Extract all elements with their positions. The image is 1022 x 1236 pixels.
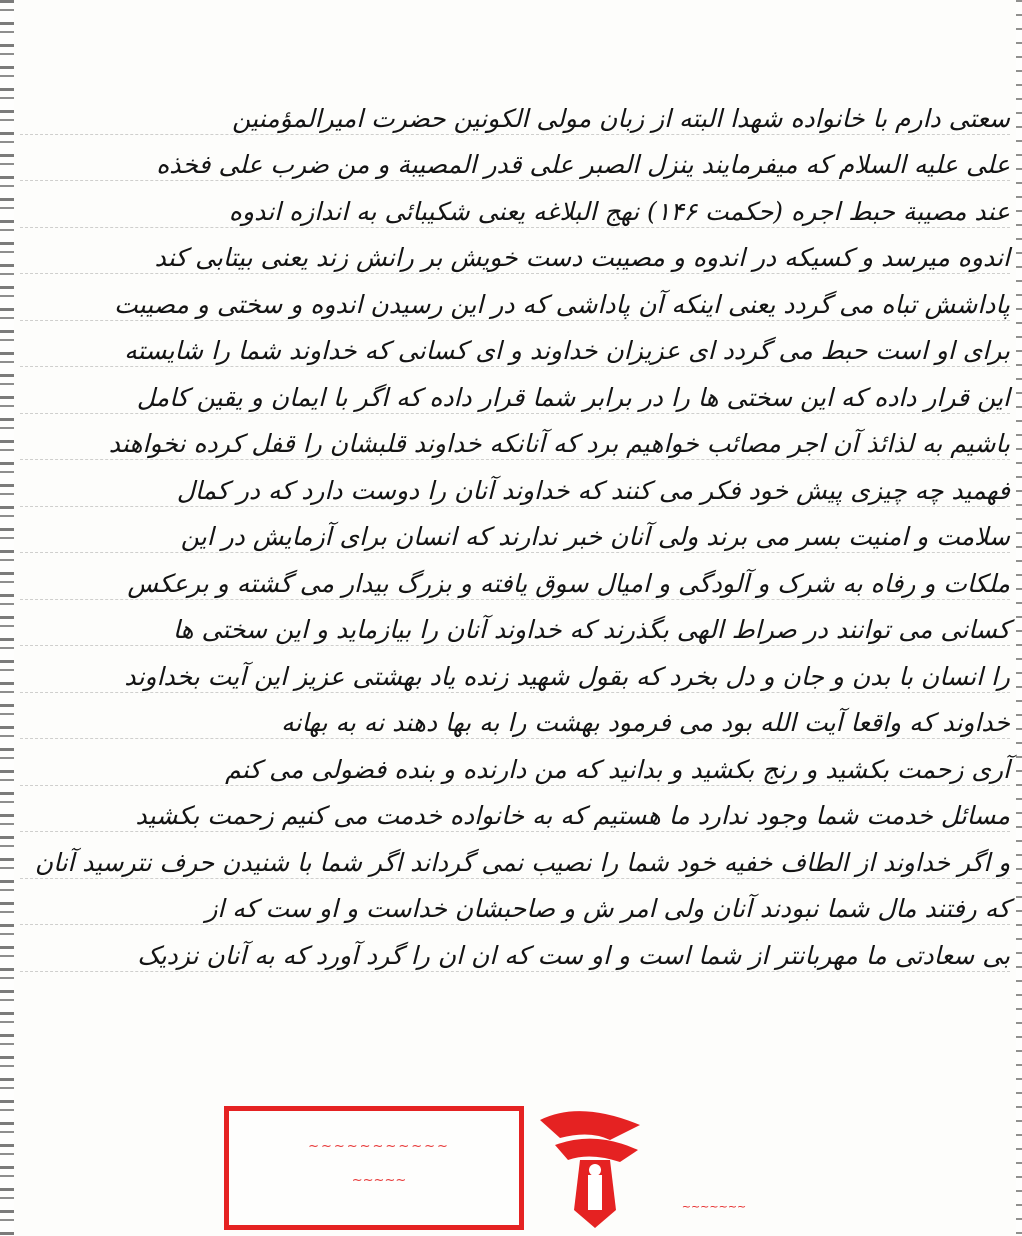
archive-stamp: [224, 1100, 784, 1232]
text-line: سعتی دارم با خانواده شهدا البته از زبان مولی الکونین حضرت امیرالمؤمنین: [20, 92, 1010, 139]
text-line: سلامت و امنیت بسر می برند ولی آنان خبر ندارند که انسان برای آزمایش در این: [20, 511, 1010, 558]
emblem-icon: [520, 1100, 670, 1232]
text-line: فهمید چه چیزی پیش خود فکر می کنند که خداوند آنان را دوست دارد که در کمال: [20, 464, 1010, 511]
stamp-smudged-text: ~~~~~~~~~~~: [308, 1139, 450, 1154]
right-page-edge: [1016, 0, 1022, 1236]
text-line: باشیم به لذائذ آن اجر مصائب خواهیم برد که آنانکه خداوند قلبشان را قفل کرده نخواهند: [20, 418, 1010, 465]
text-line: که رفتند مال شما نبودند آنان ولی امر ش و صاحبشان خداست و او ست که از: [20, 883, 1010, 930]
stamp-caption: ~~~~~~~: [681, 1200, 747, 1213]
text-line: اندوه میرسد و کسیکه در اندوه و مصیبت دست خویش بر رانش زند یعنی بیتابی کند: [20, 232, 1010, 279]
text-line: آری زحمت بکشید و رنج بکشید و بدانید که من دارنده و بنده فضولی می کنم: [20, 743, 1010, 790]
stamp-smudged-number: ~~~~~: [351, 1173, 407, 1188]
text-line: علی علیه السلام که میفرمایند ینزل الصبر علی قدر المصیبة و من ضرب علی فخذه: [20, 139, 1010, 186]
text-line: برای او است حبط می گردد ای عزیزان خداوند و ای کسانی که خداوند شما را شایسته: [20, 325, 1010, 372]
text-line: عند مصیبة حبط اجره (حکمت ۱۴۶) نهج البلاغه یعنی شکیبائی به اندازه اندوه: [20, 185, 1010, 232]
text-line: خداوند که واقعا آیت الله بود می فرمود بهشت را به بها دهند نه به بهانه: [20, 697, 1010, 744]
handwritten-text-body: [20, 92, 1010, 976]
text-line: کسانی می توانند در صراط الهی بگذرند که خداوند آنان را بیازماید و این سختی ها: [20, 604, 1010, 651]
text-line: و اگر خداوند از الطاف خفیه خود شما را نصیب نمی گرداند اگر شما با شنیدن حرف نترسید آنان: [20, 836, 1010, 883]
text-line: مسائل خدمت شما وجود ندارد ما هستیم که به خانواده خدمت می کنیم زحمت بکشید: [20, 790, 1010, 837]
text-line: را انسان با بدن و جان و دل بخرد که بقول شهید زنده یاد بهشتی عزیز این آیت بخداوند: [20, 650, 1010, 697]
stamp-box: [224, 1106, 524, 1230]
text-line: بی سعادتی ما مهربانتر از شما است و او ست که ان ان را گرد آورد که به آنان نزدیک: [20, 929, 1010, 976]
left-torn-edge: [0, 0, 14, 1236]
text-line: پاداشش تباه می گردد یعنی اینکه آن پاداشی که در این رسیدن اندوه و سختی و مصیبت: [20, 278, 1010, 325]
text-line: ملکات و رفاه به شرک و آلودگی و امیال سوق یافته و بزرگ بیدار می گشته و برعکس: [20, 557, 1010, 604]
text-line: این قرار داده که این سختی ها را در برابر شما قرار داده که اگر با ایمان و یقین کامل: [20, 371, 1010, 418]
